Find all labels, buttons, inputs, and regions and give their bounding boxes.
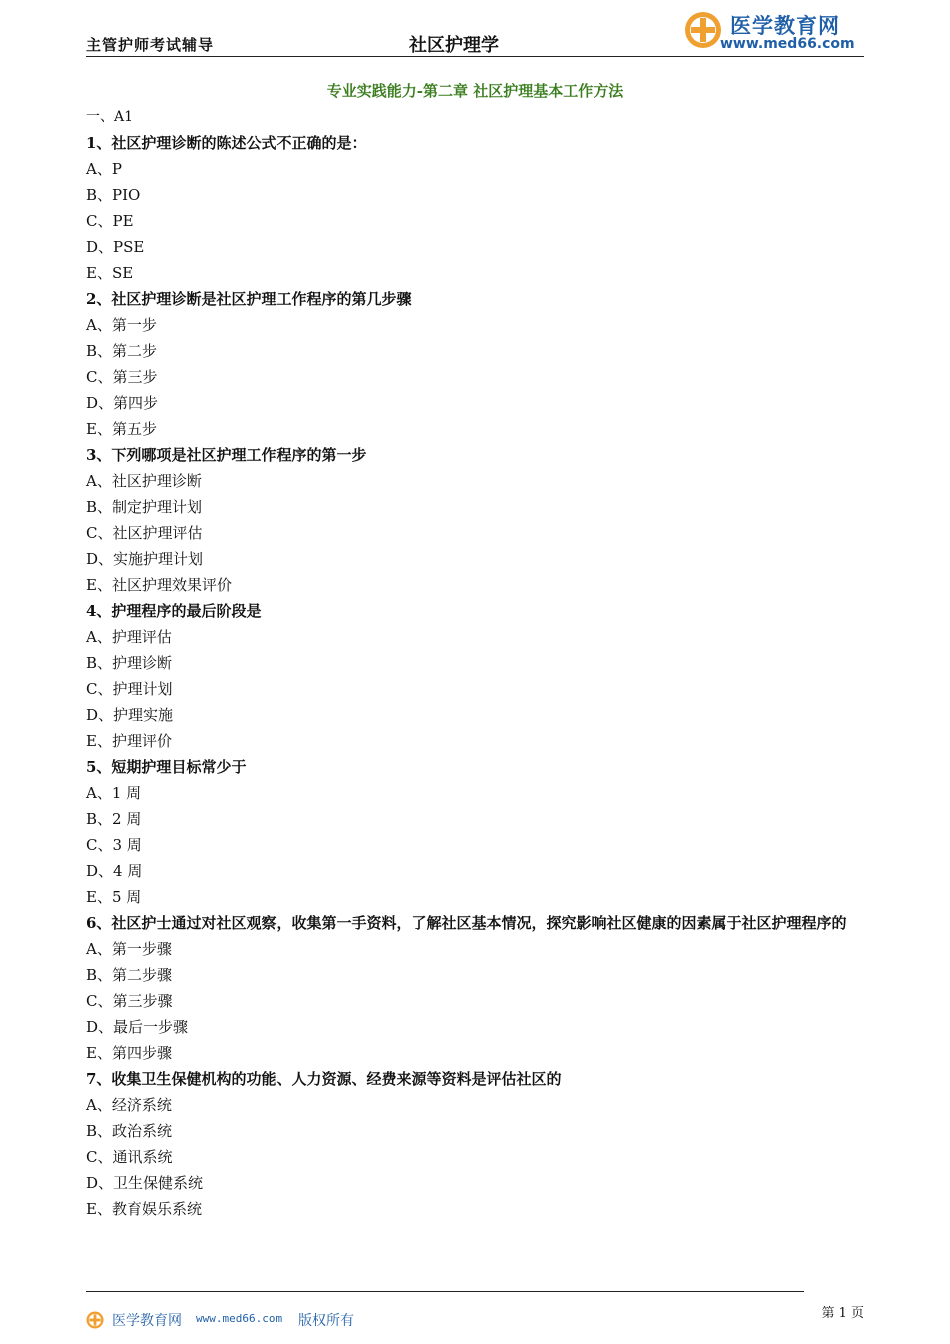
answer-option: C、社区护理评估: [86, 524, 203, 542]
answer-option: B、第二步: [86, 342, 158, 360]
answer-option: E、护理评价: [86, 732, 172, 750]
question-list: [86, 130, 864, 1222]
footer-logo-icon: [86, 1311, 104, 1329]
footer-brand: 医学教育网: [112, 1313, 182, 1329]
header-course-label: 主管护师考试辅导: [86, 36, 215, 54]
answer-option: E、5 周: [86, 888, 142, 906]
answer-option: D、最后一步骤: [86, 1018, 189, 1036]
answer-option: A、第一步: [86, 316, 157, 334]
answer-option: D、4 周: [86, 862, 143, 880]
logo-url-text: www.med66.com: [720, 36, 855, 52]
answer-option: A、P: [86, 160, 122, 178]
answer-option: A、经济系统: [86, 1096, 172, 1114]
answer-option: C、第三步骤: [86, 992, 173, 1010]
footer-divider: [86, 1291, 804, 1292]
answer-option: B、护理诊断: [86, 654, 173, 672]
answer-option: B、制定护理计划: [86, 498, 203, 516]
answer-option: D、PSE: [86, 238, 145, 256]
page-number: 第 1 页: [821, 1306, 864, 1321]
answer-option: C、第三步: [86, 368, 158, 386]
page-header: [86, 0, 864, 57]
header-logo[interactable]: [684, 8, 864, 54]
question-stem: 7、收集卫生保健机构的功能、人力资源、经费来源等资料是评估社区的: [86, 1070, 562, 1088]
question-stem: 5、短期护理目标常少于: [86, 758, 247, 776]
answer-option: B、PIO: [86, 186, 141, 204]
question-stem: 2、社区护理诊断是社区护理工作程序的第几步骤: [86, 290, 412, 308]
answer-option: C、PE: [86, 212, 134, 230]
logo-brand-text: 医学教育网: [730, 14, 840, 38]
answer-option: D、第四步: [86, 394, 159, 412]
answer-option: C、护理计划: [86, 680, 173, 698]
answer-option: B、政治系统: [86, 1122, 173, 1140]
answer-option: E、社区护理效果评价: [86, 576, 232, 594]
answer-option: D、护理实施: [86, 706, 174, 724]
footer-copyright: 版权所有: [298, 1313, 354, 1329]
question-stem: 4、护理程序的最后阶段是: [86, 602, 262, 620]
answer-option: E、教育娱乐系统: [86, 1200, 202, 1218]
question-stem: 6、社区护士通过对社区观察，收集第一手资料，了解社区基本情况，探究影响社区健康的因素属于社区护理程序的: [86, 914, 847, 932]
document-title: 专业实践能力-第二章 社区护理基本工作方法: [326, 82, 624, 100]
answer-option: B、2 周: [86, 810, 142, 828]
answer-option: E、第五步: [86, 420, 157, 438]
question-stem: 1、社区护理诊断的陈述公式不正确的是：: [86, 134, 367, 152]
answer-option: A、护理评估: [86, 628, 172, 646]
section-label: 一、A1: [86, 109, 134, 125]
answer-option: E、SE: [86, 264, 134, 282]
header-subject-title: 社区护理学: [409, 35, 499, 56]
answer-option: A、1 周: [86, 784, 142, 802]
answer-option: E、第四步骤: [86, 1044, 172, 1062]
answer-option: D、卫生保健系统: [86, 1174, 204, 1192]
question-stem: 3、下列哪项是社区护理工作程序的第一步: [86, 446, 367, 464]
answer-option: A、第一步骤: [86, 940, 172, 958]
answer-option: C、通讯系统: [86, 1148, 173, 1166]
document-body: [86, 78, 864, 1222]
answer-option: B、第二步骤: [86, 966, 173, 984]
logo-cross-icon: [684, 11, 722, 49]
answer-option: A、社区护理诊断: [86, 472, 202, 490]
answer-option: D、实施护理计划: [86, 550, 204, 568]
answer-option: C、3 周: [86, 836, 142, 854]
footer-url-link[interactable]: www.med66.com: [196, 1312, 283, 1325]
